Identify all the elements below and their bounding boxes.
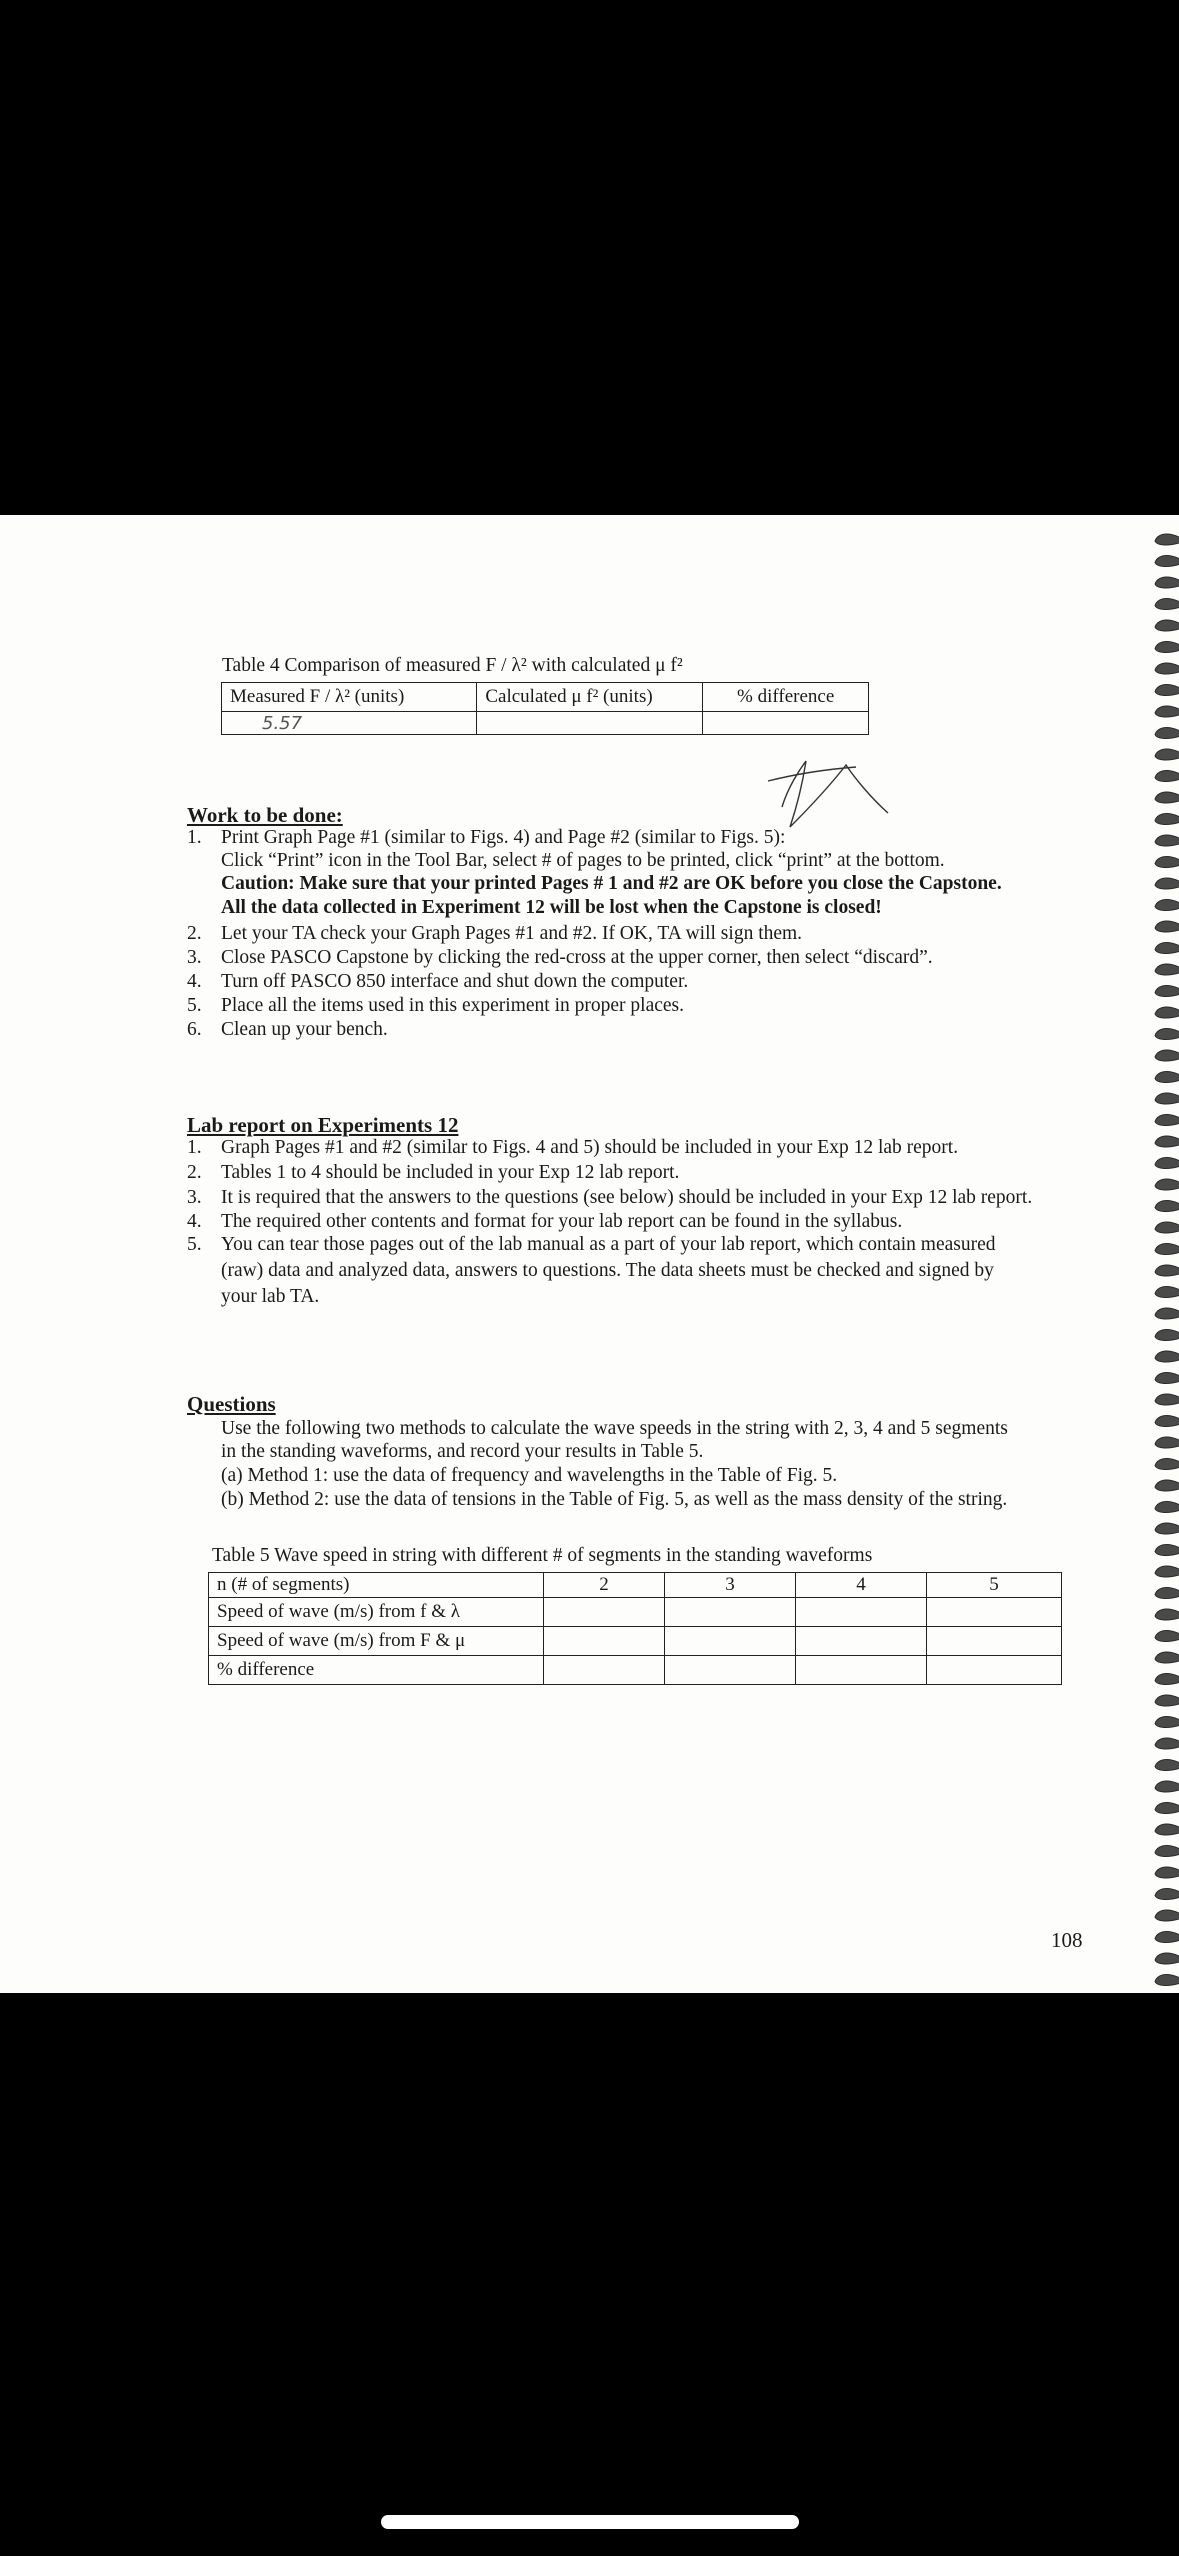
table5-col-3: 3 [665, 1573, 796, 1598]
table4-header-calculated: Calculated μ f² (units) [477, 683, 703, 712]
spiral-coil [1155, 1330, 1179, 1341]
spiral-coil [1155, 1652, 1179, 1663]
table4 [221, 682, 869, 735]
work-num-2: 2. [187, 923, 202, 944]
spiral-coil [1155, 534, 1179, 545]
spiral-coil [1155, 1760, 1179, 1771]
spiral-coil [1155, 728, 1179, 739]
page-number: 108 [1051, 1928, 1083, 1952]
document-page [0, 515, 1179, 1993]
spiral-coil [1155, 1738, 1179, 1749]
table4-calculated-value [477, 712, 703, 735]
table4-header-difference: % difference [703, 683, 869, 712]
table5-row [209, 1656, 1062, 1685]
spiral-coil [1155, 1373, 1179, 1384]
spiral-coil [1155, 1115, 1179, 1126]
spiral-coil [1155, 986, 1179, 997]
lab-item-2: Tables 1 to 4 should be included in your Exp 12 lab report. [221, 1162, 680, 1183]
spiral-coil [1155, 1265, 1179, 1276]
spiral-coil [1155, 878, 1179, 889]
work-item-3: Close PASCO Capstone by clicking the red-cross at the upper corner, then select “discard”. [221, 947, 933, 968]
spiral-coil [1155, 1523, 1179, 1534]
table5-row [209, 1598, 1062, 1627]
lab-item-1: Graph Pages #1 and #2 (similar to Figs. 4 and 5) should be included in your Exp 12 lab report. [221, 1137, 959, 1158]
table5-col-2: 2 [544, 1573, 665, 1598]
spiral-binding [1145, 515, 1179, 1993]
work-num-3: 3. [187, 947, 202, 968]
work-num-5: 5. [187, 995, 202, 1016]
spiral-coil [1155, 1351, 1179, 1362]
lab-item-3: It is required that the answers to the questions (see below) should be included in your Exp 12 lab report. [221, 1187, 1033, 1208]
lab-num-5: 5. [187, 1234, 202, 1255]
spiral-coil [1155, 1072, 1179, 1083]
table4-difference-value [703, 712, 869, 735]
spiral-coil [1155, 1502, 1179, 1513]
spiral-coil [1155, 1932, 1179, 1943]
work-item-1-line-1: Print Graph Page #1 (similar to Figs. 4) and Page #2 (similar to Figs. 5): [221, 827, 786, 848]
spiral-coil [1155, 749, 1179, 760]
spiral-coil [1155, 642, 1179, 653]
spiral-coil [1155, 1803, 1179, 1814]
spiral-coil [1155, 921, 1179, 932]
spiral-coil [1155, 900, 1179, 911]
table5-row-method2: Speed of wave (m/s) from F & μ [209, 1627, 544, 1656]
questions-line-2: in the standing waveforms, and record your results in Table 5. [221, 1441, 704, 1462]
spiral-coil [1155, 1631, 1179, 1642]
work-item-1-line-3: Caution: Make sure that your printed Pages # 1 and #2 are OK before you close the Capstone. [221, 873, 1002, 894]
spiral-coil [1155, 1459, 1179, 1470]
spiral-coil [1155, 1674, 1179, 1685]
spiral-coil [1155, 1824, 1179, 1835]
spiral-coil [1155, 1437, 1179, 1448]
spiral-coil [1155, 1889, 1179, 1900]
spiral-coil [1155, 1695, 1179, 1706]
spiral-coil [1155, 1588, 1179, 1599]
table5-row [209, 1627, 1062, 1656]
lab-num-1: 1. [187, 1137, 202, 1158]
spiral-coil [1155, 556, 1179, 567]
spiral-coil [1155, 1953, 1179, 1964]
questions-line-1: Use the following two methods to calculate the wave speeds in the string with 2, 3, 4 and 5 segments [221, 1418, 1008, 1439]
table5-col-4: 4 [796, 1573, 927, 1598]
spiral-coil [1155, 1545, 1179, 1556]
spiral-coil [1155, 1910, 1179, 1921]
spiral-coil [1155, 1244, 1179, 1255]
spiral-coil [1155, 1201, 1179, 1212]
questions-heading: Questions [187, 1392, 276, 1416]
lab-item-5-line-3: your lab TA. [221, 1286, 320, 1307]
spiral-coil [1155, 620, 1179, 631]
spiral-coil [1155, 1287, 1179, 1298]
table5 [208, 1572, 1062, 1685]
work-num-6: 6. [187, 1019, 202, 1040]
spiral-coil [1155, 792, 1179, 803]
table4-caption: Table 4 Comparison of measured F / λ² with calculated μ f² [222, 655, 683, 676]
spiral-coil [1155, 1416, 1179, 1427]
table5-caption: Table 5 Wave speed in string with different # of segments in the standing waveforms [212, 1545, 873, 1566]
spiral-coil [1155, 1975, 1179, 1986]
spiral-coil [1155, 1093, 1179, 1104]
table4-measured-value: 5.57 [222, 712, 477, 735]
work-item-1-line-2: Click “Print” icon in the Tool Bar, select # of pages to be printed, click “print” at the bottom. [221, 850, 945, 871]
spiral-coil [1155, 771, 1179, 782]
spiral-coil [1155, 1867, 1179, 1878]
spiral-coil [1155, 1394, 1179, 1405]
lab-heading: Lab report on Experiments 12 [187, 1113, 459, 1137]
spiral-coil [1155, 1846, 1179, 1857]
lab-item-5-line-1: You can tear those pages out of the lab manual as a part of your lab report, which contain measured [221, 1234, 996, 1255]
work-item-6: Clean up your bench. [221, 1019, 388, 1040]
table5-row-method1: Speed of wave (m/s) from f & λ [209, 1598, 544, 1627]
work-item-4: Turn off PASCO 850 interface and shut down the computer. [221, 971, 689, 992]
lab-num-3: 3. [187, 1187, 202, 1208]
spiral-coil [1155, 1179, 1179, 1190]
spiral-coil [1155, 1308, 1179, 1319]
spiral-coil [1155, 663, 1179, 674]
questions-method-a: (a) Method 1: use the data of frequency and wavelengths in the Table of Fig. 5. [221, 1465, 838, 1486]
home-indicator[interactable] [381, 2515, 799, 2529]
spiral-coil [1155, 1480, 1179, 1491]
spiral-coil [1155, 1029, 1179, 1040]
spiral-coil [1155, 1158, 1179, 1169]
spiral-coil [1155, 814, 1179, 825]
work-num-4: 4. [187, 971, 202, 992]
spiral-coil [1155, 599, 1179, 610]
work-item-1-line-4: All the data collected in Experiment 12 will be lost when the Capstone is closed! [221, 897, 882, 918]
table5-header-label: n (# of segments) [209, 1573, 544, 1598]
spiral-coil [1155, 964, 1179, 975]
spiral-coil [1155, 1717, 1179, 1728]
spiral-coil [1155, 1050, 1179, 1061]
spiral-coil [1155, 685, 1179, 696]
spiral-coil [1155, 943, 1179, 954]
work-item-5: Place all the items used in this experiment in proper places. [221, 995, 684, 1016]
work-item-2: Let your TA check your Graph Pages #1 and #2. If OK, TA will sign them. [221, 923, 803, 944]
spiral-coil [1155, 706, 1179, 717]
spiral-coil [1155, 857, 1179, 868]
table5-col-5: 5 [927, 1573, 1062, 1598]
spiral-coil [1155, 1609, 1179, 1620]
work-num-1: 1. [187, 827, 202, 848]
spiral-coil [1155, 1781, 1179, 1792]
table5-row-difference: % difference [209, 1656, 544, 1685]
spiral-coil [1155, 1566, 1179, 1577]
spiral-coil [1155, 577, 1179, 588]
lab-item-5-line-2: (raw) data and analyzed data, answers to questions. The data sheets must be checked and signed by [221, 1260, 994, 1281]
spiral-coil [1155, 835, 1179, 846]
lab-item-4: The required other contents and format for your lab report can be found in the syllabus. [221, 1211, 903, 1232]
lab-num-4: 4. [187, 1211, 202, 1232]
spiral-coil [1155, 1222, 1179, 1233]
work-heading: Work to be done: [187, 803, 343, 827]
table4-header-measured: Measured F / λ² (units) [222, 683, 477, 712]
spiral-coil [1155, 1007, 1179, 1018]
questions-method-b: (b) Method 2: use the data of tensions in the Table of Fig. 5, as well as the mass density of the string. [221, 1489, 1008, 1510]
spiral-coil [1155, 1136, 1179, 1147]
lab-num-2: 2. [187, 1162, 202, 1183]
